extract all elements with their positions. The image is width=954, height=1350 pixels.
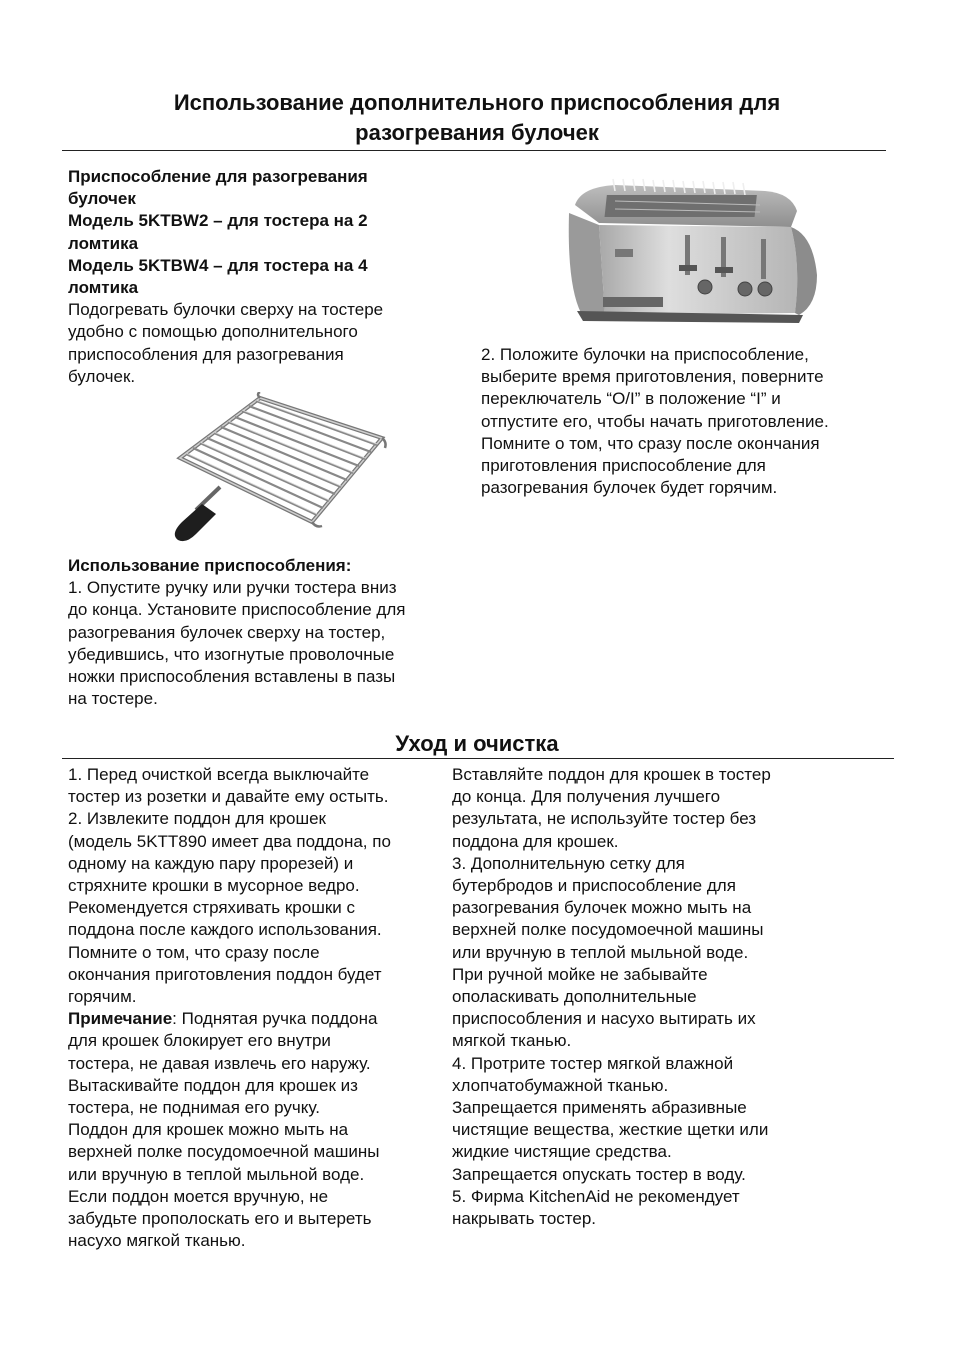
care-line: насухо мягкой тканью.	[68, 1231, 246, 1251]
note-text: : Поднятая ручка поддона	[172, 1009, 378, 1029]
care-line: жидкие чистящие средства.	[452, 1142, 672, 1162]
care-line: поддона после каждого использования.	[68, 920, 382, 940]
note-first-line	[68, 1008, 448, 1030]
step2-block	[481, 344, 901, 499]
usage-line: ножки приспособления вставлены в пазы	[68, 667, 396, 687]
care-line: (модель 5KTT890 имеет два поддона, по	[68, 831, 391, 851]
care-line: хлопчатобумажной тканью.	[452, 1075, 669, 1095]
care-line: ополаскивать дополнительные	[452, 987, 697, 1007]
care-line: Если поддон моется вручную, не	[68, 1186, 329, 1206]
usage-line: до конца. Установите приспособление для	[68, 600, 406, 620]
care-left-column	[68, 764, 448, 1252]
care-line: Вставляйте поддон для крошек в тостер	[452, 765, 771, 784]
care-line: или вручную в теплой мыльной воде.	[68, 1164, 365, 1184]
care-line: 2. Извлеките поддон для крошек	[68, 809, 326, 829]
toaster-with-rack-icon	[555, 165, 845, 345]
care-line: Запрещается опускать тостер в воду.	[452, 1164, 746, 1184]
care-line: результата, не используйте тостер без	[452, 809, 757, 829]
care-line: горячим.	[68, 987, 137, 1007]
care-line: Поддон для крошек можно мыть на	[68, 1120, 349, 1140]
care-line: мягкой тканью.	[452, 1031, 572, 1051]
usage-line: убедившись, что изогнутые проволочные	[68, 644, 395, 664]
care-line: стряхните крошки в мусорное ведро.	[68, 876, 360, 896]
care-line: бутербродов и приспособление для	[452, 876, 736, 896]
care-line: 4. Протрите тостер мягкой влажной	[452, 1053, 734, 1073]
care-line: Рекомендуется стряхивать крошки с	[68, 898, 355, 918]
care-line: до конца. Для получения лучшего	[452, 787, 721, 807]
care-line: 5. Фирма KitchenAid не рекомендует	[452, 1186, 740, 1206]
page-title	[62, 88, 892, 148]
step2-line: Помните о том, что сразу после окончания	[481, 433, 820, 453]
intro-heading-line: ломтика	[68, 278, 139, 298]
step2-line: отпустите его, чтобы начать приготовление.	[481, 411, 829, 431]
page-title-line-2: разогревания булочек	[355, 120, 599, 145]
care-right-column	[452, 764, 892, 1230]
usage-line: на тостере.	[68, 689, 158, 709]
intro-body-line: Подогревать булочки сверху на тостере	[68, 300, 384, 320]
step2-line: переключатель “O/I” в положение “I” и	[481, 389, 781, 409]
care-line: верхней полке посудомоечной машины	[452, 920, 764, 940]
step2-line: выберите время приготовления, поверните	[481, 367, 824, 387]
care-line: одному на каждую пару прорезей) и	[68, 853, 354, 873]
usage-line: 1. Опустите ручку или ручки тостера вниз	[68, 578, 397, 598]
intro-heading-line: ломтика	[68, 233, 139, 253]
intro-body-line: булочек.	[68, 366, 136, 386]
section-divider	[62, 758, 894, 759]
intro-block	[68, 166, 468, 388]
care-line: 1. Перед очисткой всегда выключайте	[68, 765, 370, 784]
section-title-care: Уход и очистка	[395, 731, 559, 756]
care-line: тостера, не поднимая его ручку.	[68, 1098, 320, 1118]
intro-heading	[68, 166, 468, 299]
intro-body	[68, 299, 468, 388]
care-line: 3. Дополнительную сетку для	[452, 853, 685, 873]
care-line: забудьте прополоскать его и вытереть	[68, 1209, 372, 1229]
intro-heading-line: Модель 5KTBW4 – для тостера на 4	[68, 255, 368, 275]
title-divider	[62, 150, 886, 151]
usage-block	[68, 555, 468, 710]
step2-line: разогревания булочек будет горячим.	[481, 478, 778, 498]
care-line: для крошек блокирует его внутри	[68, 1031, 331, 1051]
intro-heading-line: Модель 5KTBW2 – для тостера на 2	[68, 211, 368, 231]
note-label: Примечание	[68, 1009, 173, 1029]
care-line: При ручной мойке не забывайте	[452, 964, 708, 984]
care-line: тостера, не давая извлечь его наружу.	[68, 1053, 371, 1073]
intro-heading-line: булочек	[68, 189, 136, 209]
care-line: тостер из розетки и давайте ему остыть.	[68, 787, 389, 807]
care-line: разогревания булочек можно мыть на	[452, 898, 752, 918]
care-line: Вытаскивайте поддон для крошек из	[68, 1075, 358, 1095]
care-line: приспособления и насухо вытирать их	[452, 1009, 756, 1029]
usage-heading: Использование приспособления:	[68, 556, 352, 575]
step2-line: 2. Положите булочки на приспособление,	[481, 345, 809, 364]
care-line: верхней полке посудомоечной машины	[68, 1142, 380, 1162]
care-line: или вручную в теплой мыльной воде.	[452, 942, 749, 962]
intro-body-line: приспособления для разогревания	[68, 344, 344, 364]
bun-warmer-rack-icon	[160, 392, 390, 544]
care-line: чистящие вещества, жесткие щетки или	[452, 1120, 769, 1140]
intro-heading-line: Приспособление для разогревания	[68, 167, 368, 186]
usage-line: разогревания булочек сверху на тостер,	[68, 622, 386, 642]
intro-body-line: удобно с помощью дополнительного	[68, 322, 358, 342]
care-line: Запрещается применять абразивные	[452, 1098, 747, 1118]
page-title-line-1: Использование дополнительного приспособления для	[173, 90, 781, 115]
step2-line: приготовления приспособление для	[481, 456, 766, 476]
care-line: окончания приготовления поддон будет	[68, 964, 382, 984]
care-line: Помните о том, что сразу после	[68, 942, 320, 962]
care-line: накрывать тостер.	[452, 1209, 597, 1229]
care-line: поддона для крошек.	[452, 831, 619, 851]
